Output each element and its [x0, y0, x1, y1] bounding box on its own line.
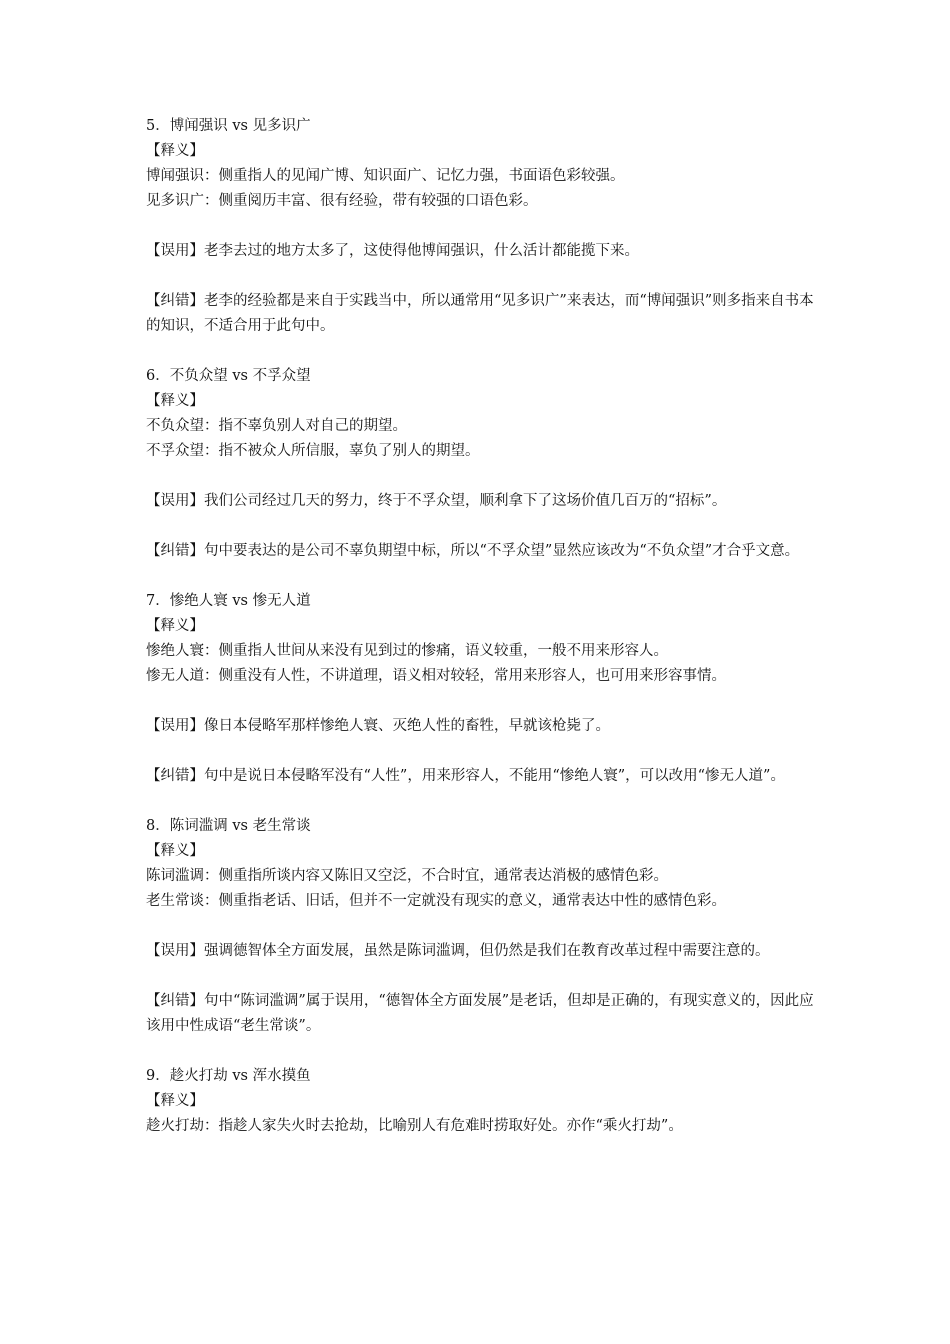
- definition-label: 【释义】: [146, 618, 204, 634]
- spacer: [146, 1039, 818, 1064]
- definition-line: 老生常谈：侧重指老话、旧话，但并不一定就没有现实的意义，通常表达中性的感情色彩。: [146, 893, 726, 909]
- definition-line: 不孚众望：指不被众人所信服，辜负了别人的期望。: [146, 443, 480, 459]
- correction-note: 【纠错】句中要表达的是公司不辜负期望中标，所以“不孚众望”显然应该改为“不负众望”才合乎文意。: [146, 543, 800, 559]
- spacer: [146, 964, 818, 989]
- spacer: [146, 564, 818, 589]
- spacer: [146, 739, 818, 764]
- entry-heading: 7．惨绝人寰 vs 惨无人道: [146, 593, 311, 609]
- entry-heading: 8．陈词滥调 vs 老生常谈: [146, 818, 311, 834]
- entry-section: [146, 114, 818, 364]
- definition-label: 【释义】: [146, 393, 204, 409]
- definition-label: 【释义】: [146, 143, 204, 159]
- entry-section: [146, 814, 818, 1064]
- entry-section: [146, 364, 818, 589]
- misuse-example: 【误用】老李去过的地方太多了，这使得他博闻强识，什么活计都能揽下来。: [146, 243, 639, 259]
- spacer: [146, 464, 818, 489]
- spacer: [146, 689, 818, 714]
- misuse-example: 【误用】我们公司经过几天的努力，终于不孚众望，顺利拿下了这场价值几百万的“招标”。: [146, 493, 727, 509]
- definition-label: 【释义】: [146, 843, 204, 859]
- misuse-example: 【误用】强调德智体全方面发展，虽然是陈词滥调，但仍然是我们在教育改革过程中需要注意的。: [146, 943, 770, 959]
- correction-note: 【纠错】老李的经验都是来自于实践当中，所以通常用“见多识广”来表达，而“博闻强识”则多指来自书本的知识，不适合用于此句中。: [146, 293, 814, 334]
- definition-line: 不负众望：指不辜负别人对自己的期望。: [146, 418, 407, 434]
- correction-note: 【纠错】句中是说日本侵略军没有“人性”，用来形容人，不能用“惨绝人寰”，可以改用“惨无人道”。: [146, 768, 785, 784]
- entry-heading: 6．不负众望 vs 不孚众望: [146, 368, 311, 384]
- definition-label: 【释义】: [146, 1093, 204, 1109]
- spacer: [146, 514, 818, 539]
- misuse-example: 【误用】像日本侵略军那样惨绝人寰、灭绝人性的畜牲，早就该枪毙了。: [146, 718, 610, 734]
- definition-line: 趁火打劫：指趁人家失火时去抢劫，比喻别人有危难时捞取好处。亦作“乘火打劫”。: [146, 1118, 683, 1134]
- correction-note: 【纠错】句中“陈词滥调”属于误用，“德智体全方面发展”是老话，但却是正确的，有现实意义的，因此应该用中性成语“老生常谈”。: [146, 993, 814, 1034]
- entry-heading: 5．博闻强识 vs 见多识广: [146, 118, 311, 134]
- spacer: [146, 264, 818, 289]
- definition-line: 见多识广：侧重阅历丰富、很有经验，带有较强的口语色彩。: [146, 193, 538, 209]
- definition-line: 惨绝人寰：侧重指人世间从来没有见到过的惨痛，语义较重，一般不用来形容人。: [146, 643, 668, 659]
- entry-section: [146, 589, 818, 814]
- definition-line: 陈词滥调：侧重指所谈内容又陈旧又空泛，不合时宜，通常表达消极的感情色彩。: [146, 868, 668, 884]
- spacer: [146, 339, 818, 364]
- definition-line: 惨无人道：侧重没有人性，不讲道理，语义相对较轻，常用来形容人，也可用来形容事情。: [146, 668, 726, 684]
- definition-line: 博闻强识：侧重指人的见闻广博、知识面广、记忆力强，书面语色彩较强。: [146, 168, 625, 184]
- entry-section: [146, 1064, 818, 1139]
- document-page: [146, 114, 818, 1139]
- spacer: [146, 789, 818, 814]
- spacer: [146, 914, 818, 939]
- spacer: [146, 214, 818, 239]
- entry-heading: 9．趁火打劫 vs 浑水摸鱼: [146, 1068, 311, 1084]
